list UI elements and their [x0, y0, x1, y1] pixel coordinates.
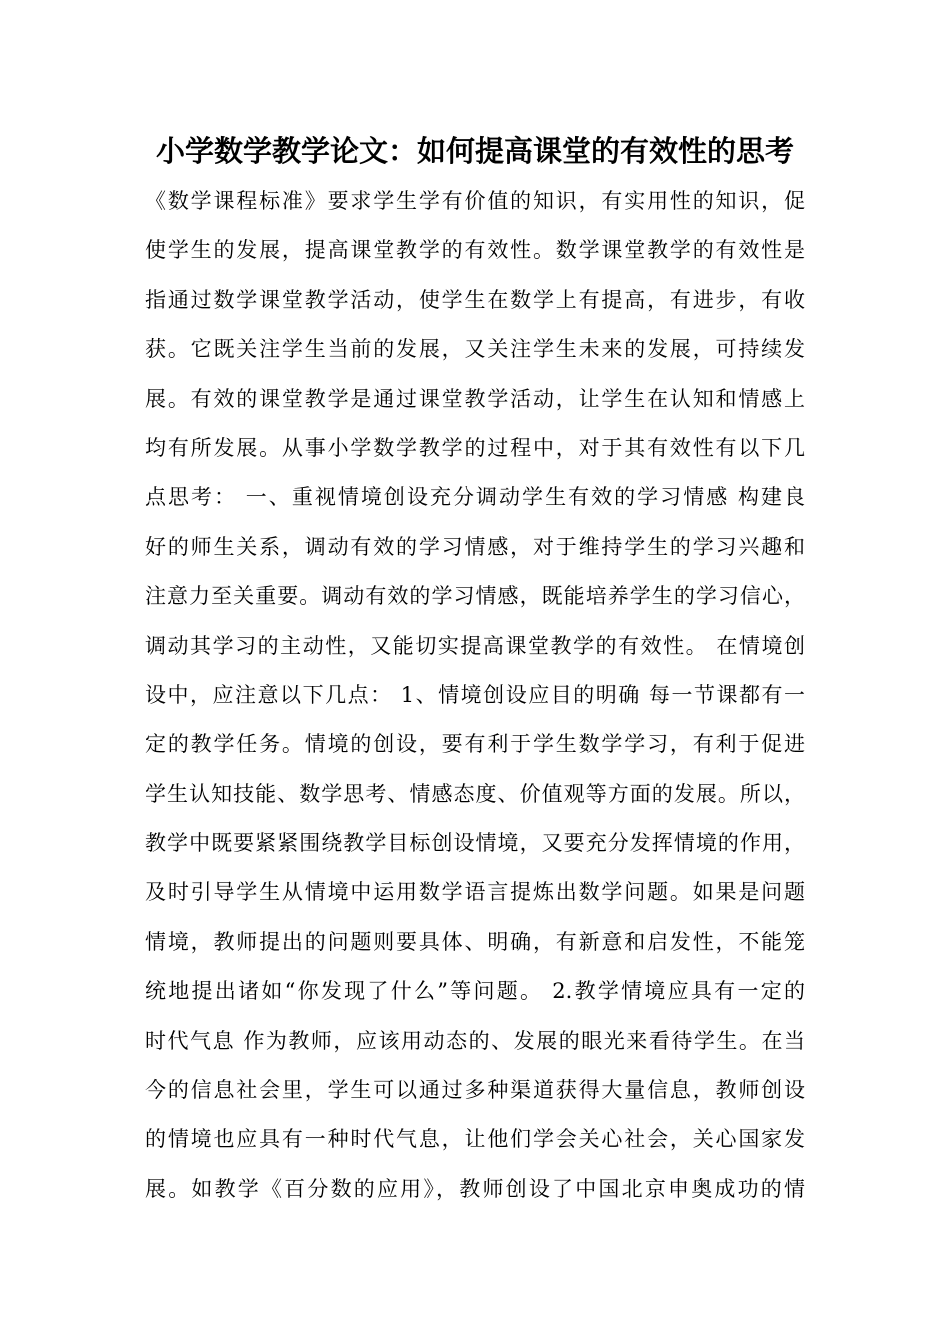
- body-line: 注意力至关重要。调动有效的学习情感，既能培养学生的学习信心，: [145, 584, 805, 609]
- body-line: 使学生的发展，提高课堂教学的有效性。数学课堂教学的有效性是: [145, 238, 805, 263]
- body-line: 定的教学任务。情境的创设，要有利于学生数学学习，有利于促进: [145, 732, 805, 757]
- body-line: 展。如教学《百分数的应用》，教师创设了中国北京申奥成功的情: [145, 1176, 805, 1201]
- body-line: 获。它既关注学生当前的发展，又关注学生未来的发展，可持续发: [145, 337, 805, 362]
- body-line: 设中，应注意以下几点： 1、情境创设应目的明确 每一节课都有一: [145, 682, 805, 707]
- body-line: 指通过数学课堂教学活动，使学生在数学上有提高，有进步，有收: [145, 287, 805, 312]
- body-line: 《数学课程标准》要求学生学有价值的知识，有实用性的知识，促: [145, 189, 805, 213]
- body-line: 均有所发展。从事小学数学教学的过程中，对于其有效性有以下几: [145, 435, 805, 460]
- body-line: 教学中既要紧紧围绕教学目标创设情境，又要充分发挥情境的作用，: [145, 831, 805, 856]
- body-line: 统地提出诸如“你发现了什么”等问题。 2.教学情境应具有一定的: [145, 979, 805, 1004]
- body-line: 时代气息 作为教师，应该用动态的、发展的眼光来看待学生。在当: [145, 1028, 805, 1053]
- body-line: 展。有效的课堂教学是通过课堂教学活动，让学生在认知和情感上: [145, 386, 805, 411]
- body-line: 及时引导学生从情境中运用数学语言提炼出数学问题。如果是问题: [145, 880, 805, 905]
- document-body: [145, 177, 805, 1214]
- body-line: 点思考： 一、重视情境创设充分调动学生有效的学习情感 构建良: [145, 485, 805, 510]
- body-line: 今的信息社会里，学生可以通过多种渠道获得大量信息，教师创设: [145, 1078, 805, 1103]
- body-line: 的情境也应具有一种时代气息，让他们学会关心社会，关心国家发: [145, 1127, 805, 1152]
- body-line: 学生认知技能、数学思考、情感态度、价值观等方面的发展。所以，: [145, 781, 805, 806]
- body-line: 情境，教师提出的问题则要具体、明确，有新意和启发性，不能笼: [145, 929, 805, 954]
- document-title: 小学数学教学论文：如何提高课堂的有效性的思考: [155, 134, 794, 168]
- body-line: 调动其学习的主动性，又能切实提高课堂教学的有效性。 在情境创: [145, 633, 805, 658]
- body-line: 好的师生关系，调动有效的学习情感，对于维持学生的学习兴趣和: [145, 534, 805, 559]
